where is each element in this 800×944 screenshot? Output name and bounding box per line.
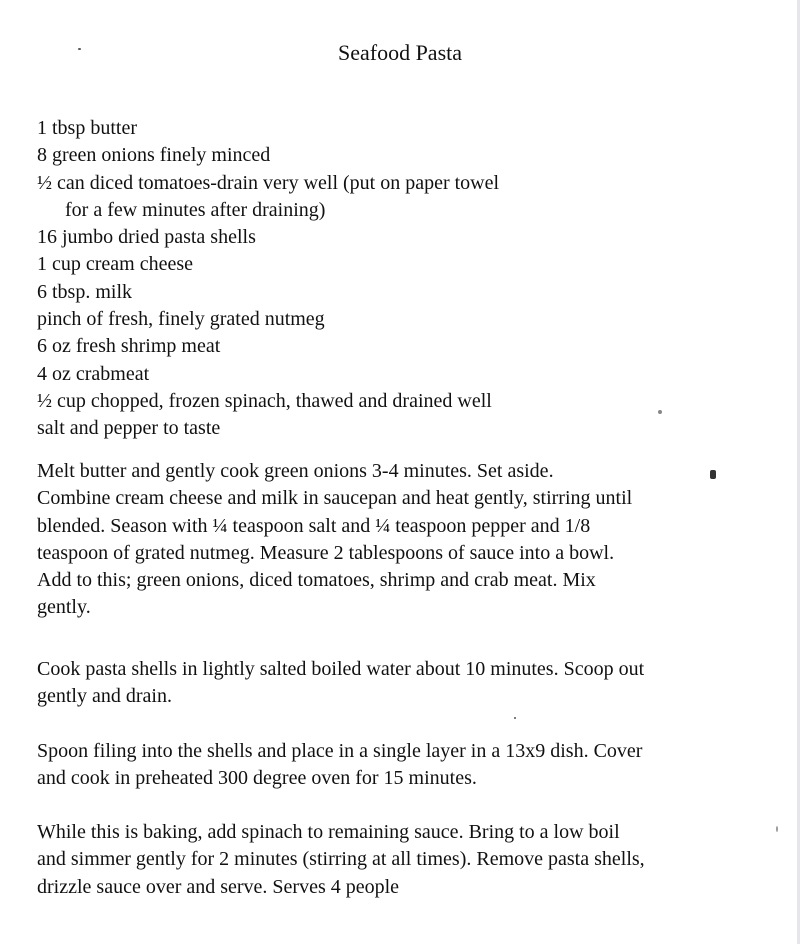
- instruction-line: While this is baking, add spinach to remaining sauce. Bring to a low boil: [37, 821, 620, 843]
- scan-speck: [710, 470, 716, 479]
- instruction-line: teaspoon of grated nutmeg. Measure 2 tablespoons of sauce into a bowl.: [37, 541, 615, 564]
- instruction-line: Combine cream cheese and milk in saucepan and heat gently, stirring until: [37, 487, 633, 510]
- scan-speck: [78, 48, 81, 50]
- ingredient-item: 1 tbsp butter: [37, 117, 137, 139]
- ingredient-item-continuation: for a few minutes after draining): [65, 198, 326, 221]
- instruction-step-4: [37, 819, 645, 901]
- ingredient-item: salt and pepper to taste: [37, 417, 221, 440]
- ingredient-item: ½ can diced tomatoes-drain very well (put on paper towel: [37, 171, 500, 194]
- instruction-step-2: [37, 656, 644, 711]
- ingredient-item: pinch of fresh, finely grated nutmeg: [37, 308, 325, 331]
- ingredient-item: 4 oz crabmeat: [37, 362, 150, 385]
- instruction-line: drizzle sauce over and serve. Serves 4 people: [37, 875, 400, 898]
- ingredient-item: 6 oz fresh shrimp meat: [37, 335, 221, 358]
- instruction-line: Melt butter and gently cook green onions 3-4 minutes. Set aside.: [37, 460, 554, 482]
- instruction-step-1: [37, 458, 632, 622]
- ingredient-list: [37, 115, 499, 443]
- ingredient-item: 6 tbsp. milk: [37, 280, 133, 303]
- ingredient-item: ½ cup chopped, frozen spinach, thawed and drained well: [37, 389, 492, 412]
- ingredient-item: 8 green onions finely minced: [37, 144, 271, 167]
- recipe-title: Seafood Pasta: [337, 40, 463, 65]
- instruction-line: gently.: [37, 596, 91, 619]
- instruction-line: Spoon filing into the shells and place in a single layer in a 13x9 dish. Cover: [37, 740, 643, 762]
- instruction-line: Add to this; green onions, diced tomatoes, shrimp and crab meat. Mix: [37, 569, 596, 592]
- instruction-line: and cook in preheated 300 degree oven for 15 minutes.: [37, 767, 477, 790]
- scan-speck: [776, 826, 778, 832]
- instruction-line: and simmer gently for 2 minutes (stirring at all times). Remove pasta shells,: [37, 848, 645, 871]
- scan-speck: [514, 717, 516, 719]
- ingredient-item: 1 cup cream cheese: [37, 253, 194, 276]
- scan-speck: [658, 410, 662, 414]
- instruction-line: blended. Season with ¼ teaspoon salt and ¼ teaspoon pepper and 1/8: [37, 514, 591, 537]
- instruction-line: Cook pasta shells in lightly salted boiled water about 10 minutes. Scoop out: [37, 658, 645, 680]
- instruction-line: gently and drain.: [37, 685, 172, 708]
- instruction-step-3: [37, 738, 642, 793]
- ingredient-item: 16 jumbo dried pasta shells: [37, 226, 256, 249]
